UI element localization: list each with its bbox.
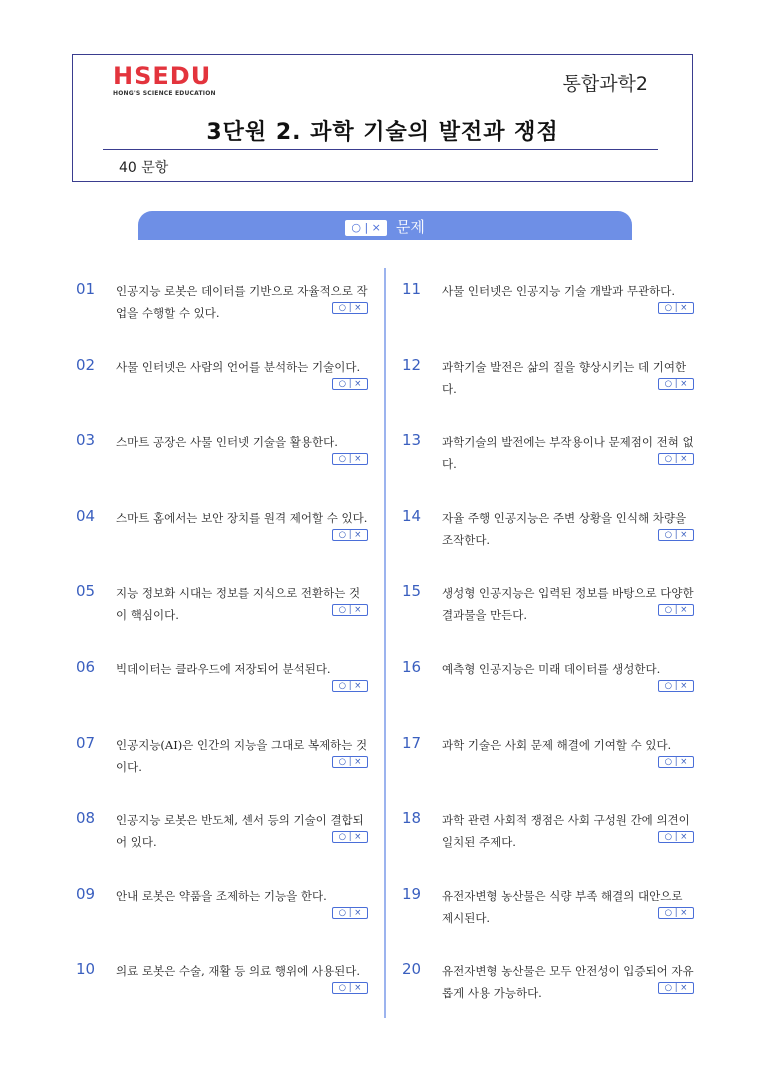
question-number: 16 xyxy=(402,658,422,676)
question-count: 40 문항 xyxy=(119,160,169,176)
question-number: 08 xyxy=(76,809,96,828)
question-text: 과학기술 발전은 삶의 질을 향상시키는 데 기여한다. xyxy=(442,359,687,396)
question-number: 14 xyxy=(402,506,422,525)
ox-answer-box[interactable]: ○ | × xyxy=(332,982,368,994)
question-number: 09 xyxy=(76,884,96,903)
ox-answer-box[interactable]: ○ | × xyxy=(332,453,368,465)
question-number: 19 xyxy=(402,884,422,903)
ox-answer-box[interactable]: ○ | × xyxy=(658,604,694,616)
question-text: 사물 인터넷은 사람의 언어를 분석하는 기술이다. xyxy=(116,359,361,374)
ox-answer-box[interactable]: ○ | × xyxy=(332,378,368,390)
question-text: 인공지능 로봇은 데이터를 기반으로 자율적으로 작업을 수행할 수 있다. xyxy=(116,284,368,320)
question-text: 과학 기술은 사회 문제 해결에 기여할 수 있다. xyxy=(442,737,672,752)
question-text: 유전자변형 농산물은 모두 안전성이 입증되어 자유롭게 사용 가능하다. xyxy=(442,964,694,1001)
logo-text: HSEDU xyxy=(113,62,212,90)
question-number: 07 xyxy=(76,733,96,752)
question-text: 예측형 인공지능은 미래 데이터를 생성한다. xyxy=(442,662,661,676)
column-divider xyxy=(384,268,386,1018)
subject-label: 통합과학2 xyxy=(562,73,648,95)
question-text: 과학 관련 사회적 쟁점은 사회 구성원 간에 의견이 일치된 주제다. xyxy=(442,813,690,850)
question-text: 자율 주행 인공지능은 주변 상황을 인식해 차량을 조작한다. xyxy=(442,510,687,547)
ox-answer-box[interactable]: ○ | × xyxy=(332,604,368,616)
ox-badge: ○ | × xyxy=(345,220,387,236)
question-number: 06 xyxy=(76,658,96,676)
section-label: 문제 xyxy=(395,218,425,236)
question-text: 빅데이터는 클라우드에 저장되어 분석된다. xyxy=(116,662,331,676)
question-text: 스마트 공장은 사물 인터넷 기술을 활용한다. xyxy=(116,435,338,450)
ox-answer-box[interactable]: ○ | × xyxy=(658,302,694,314)
question-number: 17 xyxy=(402,733,422,752)
question-number: 10 xyxy=(76,960,96,979)
question-text: 지능 정보화 시대는 정보를 지식으로 전환하는 것이 핵심이다. xyxy=(116,586,361,623)
ox-answer-box[interactable]: ○ | × xyxy=(332,680,368,692)
question-number: 01 xyxy=(76,280,96,298)
question-text: 안내 로봇은 약품을 조제하는 기능을 한다. xyxy=(116,888,327,903)
question-text: 생성형 인공지능은 입력된 정보를 바탕으로 다양한 결과물을 만든다. xyxy=(442,586,694,623)
question-number: 02 xyxy=(76,355,96,374)
question-number: 20 xyxy=(402,960,422,979)
logo-subtitle: HONG'S SCIENCE EDUCATION xyxy=(113,90,216,97)
ox-answer-box[interactable]: ○ | × xyxy=(332,907,368,919)
question-number: 03 xyxy=(76,431,96,450)
ox-answer-box[interactable]: ○ | × xyxy=(332,756,368,768)
ox-answer-box[interactable]: ○ | × xyxy=(658,680,694,692)
ox-answer-box[interactable]: ○ | × xyxy=(658,529,694,541)
question-number: 18 xyxy=(402,809,422,828)
question-number: 15 xyxy=(402,582,422,601)
ox-answer-box[interactable]: ○ | × xyxy=(658,378,694,390)
ox-answer-box[interactable]: ○ | × xyxy=(658,756,694,768)
question-text: 사물 인터넷은 인공지능 기술 개발과 무관하다. xyxy=(442,284,676,298)
question-text: 과학기술의 발전에는 부작용이나 문제점이 전혀 없다. xyxy=(442,435,694,472)
ox-answer-box[interactable]: ○ | × xyxy=(332,302,368,314)
ox-answer-box[interactable]: ○ | × xyxy=(658,982,694,994)
question-number: 11 xyxy=(402,280,422,298)
ox-answer-box[interactable]: ○ | × xyxy=(332,831,368,843)
ox-answer-box[interactable]: ○ | × xyxy=(332,529,368,541)
question-text: 유전자변형 농산물은 식량 부족 해결의 대안으로 제시된다. xyxy=(442,888,683,925)
question-text: 인공지능(AI)은 인간의 지능을 그대로 복제하는 것이다. xyxy=(116,737,368,774)
hsedu-logo xyxy=(113,63,216,97)
ox-answer-box[interactable]: ○ | × xyxy=(658,907,694,919)
section-banner xyxy=(138,211,632,240)
header-box xyxy=(72,54,693,182)
question-number: 12 xyxy=(402,355,422,374)
ox-answer-box[interactable]: ○ | × xyxy=(658,831,694,843)
question-text: 스마트 홈에서는 보안 장치를 원격 제어할 수 있다. xyxy=(116,510,368,525)
question-number: 13 xyxy=(402,431,422,450)
title-divider xyxy=(103,149,658,150)
question-text: 인공지능 로봇은 반도체, 센서 등의 기술이 결합되어 있다. xyxy=(116,813,364,850)
ox-answer-box[interactable]: ○ | × xyxy=(658,453,694,465)
question-number: 04 xyxy=(76,506,96,525)
question-text: 의료 로봇은 수술, 재활 등 의료 행위에 사용된다. xyxy=(116,964,360,979)
question-number: 05 xyxy=(76,582,96,601)
page-title: 3단원 2. 과학 기술의 발전과 쟁점 xyxy=(206,120,559,145)
